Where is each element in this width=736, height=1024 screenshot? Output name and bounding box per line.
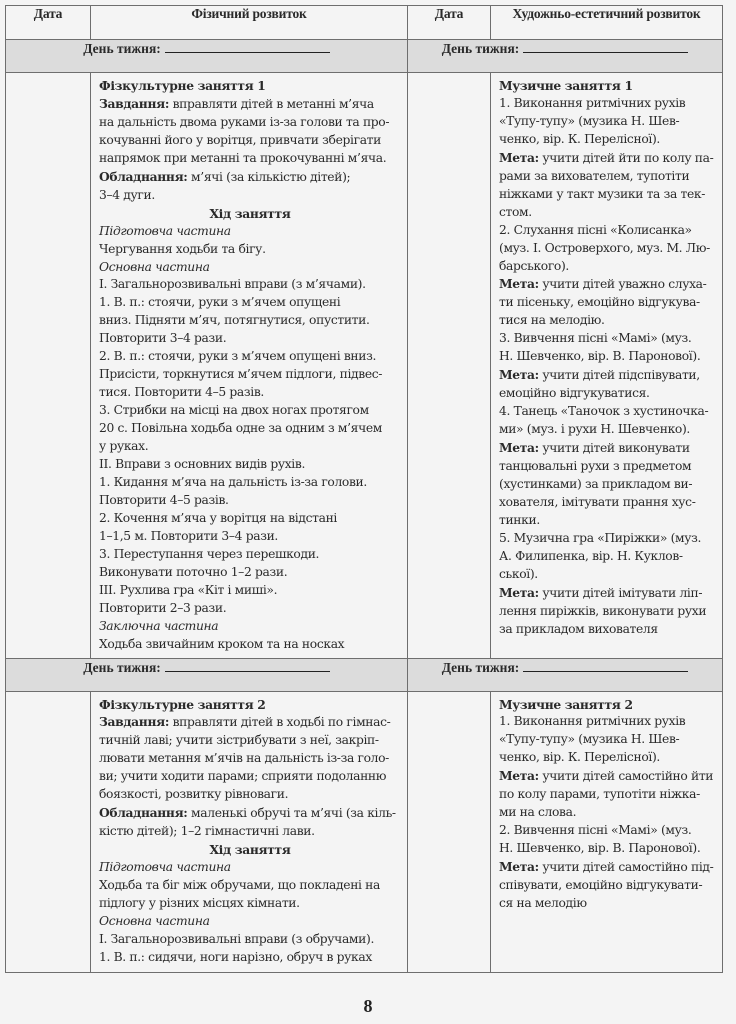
lesson-line: ви; учити ходити парами; сприяти подоланню [99, 769, 387, 784]
lesson-line: І. Загальнорозвивальні вправи (з обручами). [99, 931, 375, 946]
lesson-line: Повторити 2–3 рази. [99, 600, 227, 615]
lesson-line: ІІІ. Рухлива гра «Кіт і миші». [99, 582, 278, 597]
lesson-line: боязкості, розвитку рівноваги. [99, 787, 289, 802]
lesson-line: Чергування ходьби та бігу. [99, 241, 266, 256]
lesson-line: танцювальні рухи з предметом [499, 459, 692, 474]
weekday-blank-line[interactable] [165, 40, 330, 53]
lesson-line: підлогу у різних місцях кімнати. [99, 895, 300, 910]
bold-label: Мета: [499, 149, 539, 165]
lesson-line: ІІ. Вправи з основних видів рухів. [99, 457, 306, 472]
weekday-row-2 [6, 658, 723, 691]
lesson-line: 5. Музична гра «Пиріжки» (муз. [499, 530, 702, 545]
lesson-line: 1–1,5 м. Повторити 3–4 рази. [99, 528, 278, 543]
lesson-line: Повторити 4–5 разів. [99, 492, 229, 507]
weekday-row-1 [6, 40, 723, 73]
lesson-line: кістю дітей); 1–2 гімнастичні лави. [99, 824, 315, 839]
lesson-line: тися. Повторити 4–5 разів. [99, 385, 264, 400]
lesson-line: (муз. І. Островерхого, муз. М. Лю- [499, 240, 710, 255]
lesson-line: по колу парами, тупотіти ніжка- [499, 787, 700, 802]
lesson-line: стом. [499, 204, 532, 219]
date-cell-art-2[interactable] [408, 691, 491, 972]
lesson-line: Мета: учити дітей самостійно йти [499, 768, 714, 784]
lesson-line: Підготовча частина [99, 223, 231, 238]
lesson-line: Мета: учити дітей йти по колу па- [499, 149, 714, 165]
lesson-line: 1. В. п.: стоячи, руки з м’ячем опущені [99, 295, 341, 310]
page-number: 8 [363, 996, 373, 1016]
lesson-line: 1. Виконання ритмічних рухів [499, 714, 686, 729]
bold-label: Мета: [499, 440, 539, 456]
lesson-line: Заключна частина [99, 618, 219, 633]
lesson-line: Завдання: вправляти дітей в метанні м’яча [99, 95, 374, 111]
weekday-field-art-1 [408, 40, 723, 73]
lesson-line: Присісти, торкнутися м’ячем підлоги, підвес- [99, 367, 383, 382]
content-row-2 [6, 691, 723, 972]
lesson-line: хователя, імітувати прання хус- [499, 494, 696, 509]
lesson-line: Обладнання: маленькі обручі та м’ячі (за кіль- [99, 805, 396, 821]
date-cell-physical-2[interactable] [6, 691, 91, 972]
bold-label: Обладнання: [99, 168, 188, 184]
lesson-title: Фізкультурне заняття 2 [99, 696, 266, 712]
lesson-line: ми» (муз. і рухи Н. Шевченко). [499, 422, 690, 437]
lesson-line: ченко, вір. К. Перелісної). [499, 750, 660, 765]
lesson-line: 2. Слухання пісні «Колисанка» [499, 222, 692, 237]
weekday-blank-line[interactable] [165, 659, 330, 672]
header-date-2: Дата [408, 6, 491, 40]
lesson-line: Підготовча частина [99, 860, 231, 875]
header-physical-development: Фізичний розвиток [91, 6, 408, 40]
lesson-line: ти пісеньку, емоційно відгукува- [499, 295, 700, 310]
bold-label: Завдання: [99, 95, 170, 111]
lesson-line: у руках. [99, 439, 149, 454]
lesson-line: на дальність двома руками із-за голови та про- [99, 114, 390, 129]
date-cell-physical-1[interactable] [6, 73, 91, 659]
header-artistic-development: Художньо-естетичний розвиток [491, 6, 723, 40]
content-row-1 [6, 73, 723, 659]
lesson-line: Хід заняття [209, 842, 291, 858]
lesson-line: ся на мелодію [499, 895, 587, 910]
lesson-line: тинки. [499, 512, 540, 527]
lesson-line: співувати, емоційно відгукувати- [499, 878, 703, 893]
lesson-line: ченко, вір. К. Перелісної). [499, 131, 660, 146]
lesson-line: 2. Кочення м’яча у ворітця на відстані [99, 510, 337, 525]
lesson-line: Ходьба та біг між обручами, що покладені на [99, 878, 381, 893]
lesson-line: Мета: учити дітей підспівувати, [499, 367, 700, 383]
lesson-line: вниз. Підняти м’яч, потягнутися, опустити. [99, 313, 370, 328]
lesson-title: Музичне заняття 2 [499, 696, 633, 712]
header-date-1: Дата [6, 6, 91, 40]
bold-label: Завдання: [99, 714, 170, 730]
lesson-line: Виконувати поточно 1–2 рази. [99, 564, 288, 579]
lesson-line: Основна частина [99, 913, 210, 928]
physical-lesson-2 [91, 691, 408, 972]
lesson-line: ніжками у такт музики та за тек- [499, 186, 706, 201]
music-lesson-1 [491, 73, 723, 659]
physical-lesson-1 [91, 73, 408, 659]
lesson-line: Повторити 3–4 рази. [99, 331, 227, 346]
lesson-line: барського). [499, 258, 569, 273]
lesson-line: 3. Вивчення пісні «Мамі» (муз. [499, 331, 692, 346]
lesson-line: І. Загальнорозвивальні вправи (з м’ячами). [99, 277, 366, 292]
header-row [6, 6, 723, 40]
lesson-line: Н. Шевченко, вір. В. Паронової). [499, 841, 701, 856]
weekday-label: День тижня: [83, 41, 161, 56]
lesson-line: за прикладом вихователя [499, 621, 658, 636]
bold-label: Мета: [499, 276, 539, 292]
lesson-line: Основна частина [99, 259, 210, 274]
lesson-line: 3. Стрибки на місці на двох ногах протягом [99, 403, 369, 418]
lesson-line: Мета: учити дітей самостійно під- [499, 859, 714, 875]
bold-label: Мета: [499, 768, 539, 784]
lesson-line: рами за вихователем, тупотіти [499, 168, 690, 183]
bold-label: Обладнання: [99, 805, 188, 821]
weekday-field-art-2 [408, 658, 723, 691]
weekday-label: День тижня: [441, 41, 520, 56]
lesson-line: Мета: учити дітей імітувати ліп- [499, 584, 703, 600]
lesson-line: лення пиріжків, виконувати рухи [499, 603, 707, 618]
lesson-line: 1. В. п.: сидячи, ноги нарізно, обруч в руках [99, 949, 372, 964]
lesson-line: ської). [499, 566, 538, 581]
bold-label: Мета: [499, 367, 539, 383]
weekday-label: День тижня: [441, 659, 520, 675]
lesson-line: 1. Кидання м’яча на дальність із-за голови. [99, 474, 367, 489]
lesson-line: напрямок при метанні та прокочуванні м’яча. [99, 150, 387, 165]
date-cell-art-1[interactable] [408, 73, 491, 659]
weekday-field-physical-2 [6, 658, 408, 691]
bold-label: Мета: [499, 584, 539, 600]
lesson-line: Мета: учити дітей виконувати [499, 440, 690, 456]
weekday-blank-line[interactable] [523, 40, 688, 53]
weekday-blank-line[interactable] [523, 659, 688, 672]
lesson-line: Н. Шевченко, вір. В. Паронової). [499, 349, 701, 364]
activity-plan-table [5, 5, 723, 973]
lesson-line: 20 с. Повільна ходьба одне за одним з м’ячем [99, 421, 382, 436]
lesson-line: ми на слова. [499, 805, 577, 820]
music-lesson-2 [491, 691, 723, 972]
lesson-line: 3–4 дуги. [99, 187, 155, 202]
lesson-line: Ходьба звичайним кроком та на носках [99, 636, 345, 651]
lesson-line: лювати метання м’ячів на дальність із-за голо- [99, 751, 389, 766]
lesson-line: емоційно відгукуватися. [499, 386, 650, 401]
lesson-line: 2. Вивчення пісні «Мамі» (муз. [499, 823, 692, 838]
weekday-field-physical-1 [6, 40, 408, 73]
lesson-line: «Тупу-тупу» (музика Н. Шев- [499, 732, 680, 747]
lesson-title: Музичне заняття 1 [499, 78, 633, 93]
lesson-line: тися на мелодію. [499, 313, 605, 328]
lesson-line: кочуванні його у ворітця, привчати зберігати [99, 132, 381, 147]
lesson-line: Завдання: вправляти дітей в ходьбі по гімнас- [99, 714, 391, 730]
weekday-label: День тижня: [83, 659, 161, 675]
lesson-line: Мета: учити дітей уважно слуха- [499, 276, 707, 292]
lesson-line: тичній лаві; учити зістрибувати з неї, закріп- [99, 733, 379, 748]
lesson-line: 1. Виконання ритмічних рухів [499, 95, 686, 110]
lesson-title: Фізкультурне заняття 1 [99, 78, 266, 93]
lesson-line: «Тупу-тупу» (музика Н. Шев- [499, 113, 680, 128]
lesson-line: А. Филипенка, вір. Н. Куклов- [499, 548, 683, 563]
bold-label: Мета: [499, 859, 539, 875]
lesson-line: (хустинками) за прикладом ви- [499, 476, 693, 491]
lesson-line: Хід заняття [209, 205, 291, 221]
lesson-line: 4. Танець «Таночок з хустиночка- [499, 404, 709, 419]
lesson-line: 3. Переступання через перешкоди. [99, 546, 320, 561]
lesson-line: Обладнання: м’ячі (за кількістю дітей); [99, 168, 351, 184]
lesson-line: 2. В. п.: стоячи, руки з м’ячем опущені вниз. [99, 349, 377, 364]
